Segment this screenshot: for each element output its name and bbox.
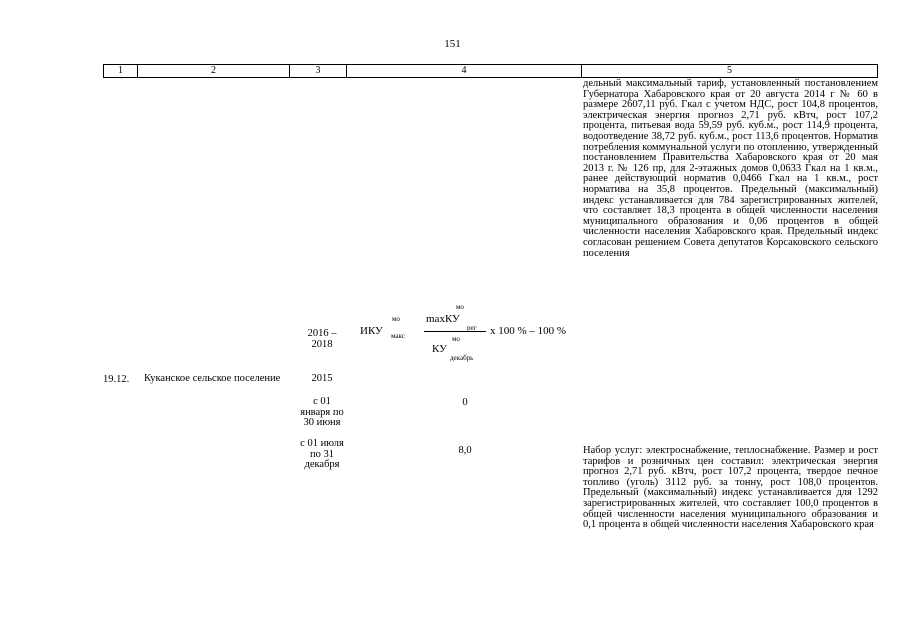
denominator-sub: декабрь <box>450 354 474 362</box>
denominator-sup: мо <box>452 335 460 343</box>
col-header-5: 5 <box>582 65 878 78</box>
lhs-sup: мо <box>392 315 400 323</box>
index-value-second-half: 8,0 <box>458 445 472 456</box>
year-2015: 2015 <box>311 373 333 384</box>
lhs-symbol: ИКУ <box>360 325 383 337</box>
services-description: Набор услуг: электроснабжение, теплоснабжение. Размер и рост тарифов и розничных цен составил: электрическая энергия прогноз 2,71 руб. кВтч, рост 107,2 процента, твердое печное топливо (уголь) 3112 руб. за тонну, рост 108,0 процентов. Предельный (максимальный) индекс устанавливается для 1292 зарегистрированных жителей, что составляет 100,0 процентов в общей численности населения муниципального образования и 0,1 процента в общей численности населения Хабаровского края <box>583 445 878 531</box>
numerator: maxКУ <box>426 313 460 325</box>
numerator-sup: мо <box>456 303 464 311</box>
settlement-name: Куканское сельское поселение <box>144 373 281 384</box>
index-value-first-half: 0 <box>462 397 468 408</box>
column-header-row <box>103 64 878 78</box>
period-first-half: с 01 января по 30 июня <box>300 396 344 429</box>
col-header-1: 1 <box>104 65 138 78</box>
period-second-half: с 01 июля по 31 декабря <box>300 438 344 471</box>
col-header-3: 3 <box>290 65 347 78</box>
fraction-line <box>424 331 486 332</box>
formula-tail: x 100 % – 100 % <box>490 325 567 337</box>
denominator: КУ <box>432 343 447 355</box>
years-range: 2016 – 2018 <box>307 328 337 350</box>
numerator-sub: рег <box>467 324 477 332</box>
continued-description: дельный максимальный тариф, установленный постановлением Губернатора Хабаровского края от 20 августа 2014 г № 60 в размере 2607,11 руб. Гкал с учетом НДС, рост 104,8 процентов, электрическая энергия прогноз 2,71 руб. кВтч, рост 107,2 процента, питьевая вода 59,59 руб. куб.м., рост 114,9 процента, водоотведение 38,72 руб. куб.м., рост 113,6 процентов. Норматив потребления коммунальной услуги по отоплению, утвержденный постановлением Правительства Хабаровского края от 20 мая 2013 г. № 126 пр, для 2-этажных домов 0,0633 Гкал на 1 кв.м., ранее действующий норматив 0,0466 Гкал на 1 кв.м., рост норматива на 35,8 процентов. Предельный (максимальный) индекс устанавливается для 784 зарегистрированных жителей, что составляет 18,3 процента в общей численности населения муниципального образования и 0,06 процентов в общей численности населения Хабаровского края. Предельный индекс согласован решением Совета депутатов Корсаковского сельского поселения <box>583 78 878 259</box>
lhs-sub: макс <box>391 332 405 340</box>
col-header-4: 4 <box>347 65 582 78</box>
index-formula <box>360 300 580 370</box>
page-number: 151 <box>444 38 461 50</box>
col-header-2: 2 <box>138 65 290 78</box>
row-number: 19.12. <box>103 374 130 385</box>
